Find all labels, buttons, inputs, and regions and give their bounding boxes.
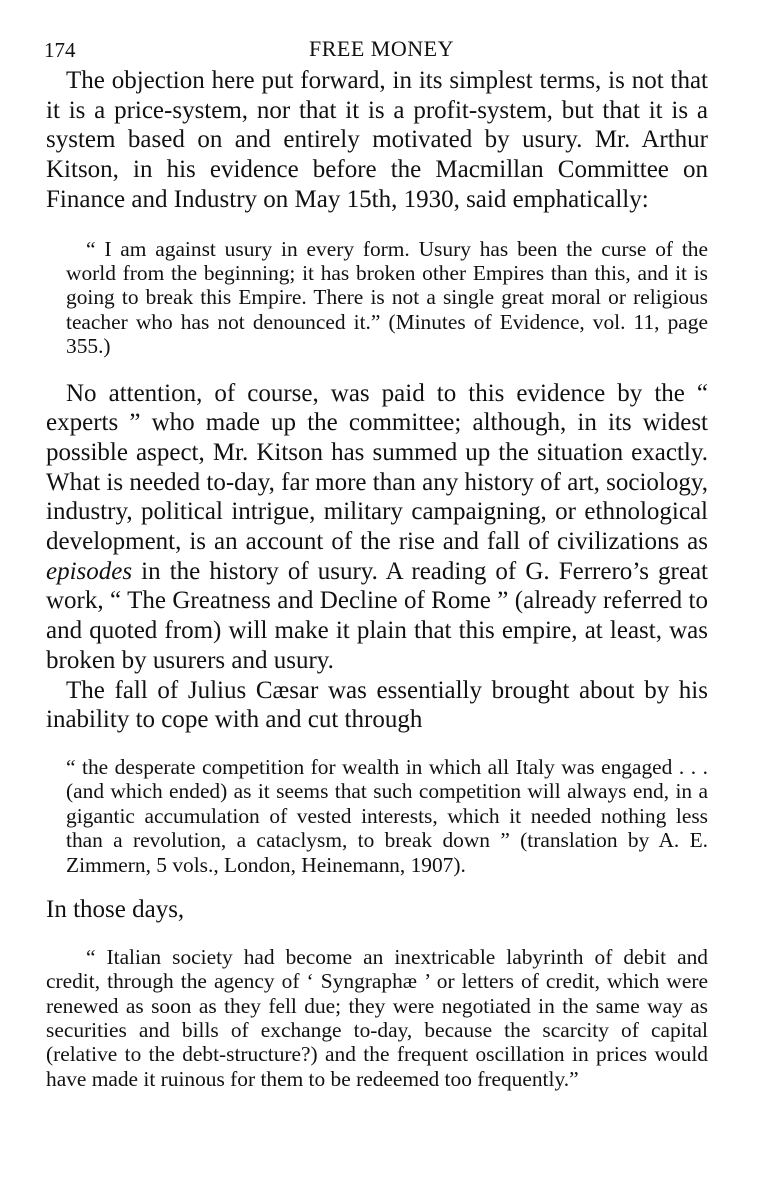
paragraph-usury-objection: The objection here put forward, in its simplest terms, is not that it is a price-system, nor that it is a profit-system, but that it is a system based on and entirely motivated by usury. Mr. Arthur Kitson, in his evidence before the Macmillan Committee on Finance and Industry on May 15th, 1930, said emphatically: — [46, 67, 708, 213]
page-body — [46, 66, 708, 1091]
paragraph-caesar: The fall of Julius Cæsar was essentially brought about by his inability to cope with and cut through — [46, 676, 708, 734]
running-head: FREE MONEY — [309, 36, 454, 61]
block-quote-kitson: “ I am against usury in every form. Usury has been the curse of the world from the beginning; it has broken other Empires than this, and it is going to break this Empire. There is not a single great moral or religious teacher who has not denounced it.” (Minutes of Evidence, vol. 11, page 355.) — [66, 236, 708, 359]
block-quote-italian-society: “ Italian society had become an inextricable labyrinth of debit and credit, through the agency of ‘ Syngraphæ ’ or letters of credit, which were renewed as soon as they fell due; they were negotiated in the same way as securities and bills of exchange to-day, because the scarcity of capital (relative to the debt-structure?) and the frequent oscillation in prices would have made it ruinous for them to be redeemed too frequently.” — [46, 944, 708, 1091]
block-quote-ferrero: “ the desperate competition for wealth in which all Italy was engaged . . . (and which ended) as it seems that such competition will always end, in a gigantic accumulation of vested interests, which it needed nothing less than a revolution, a cataclysm, to break down ” (translation by A. E. Zimmern, 5 vols., London, Heinemann, 1907). — [66, 754, 708, 877]
page-number: 174 — [44, 38, 76, 62]
emphasis-episodes: episodes — [46, 557, 133, 585]
paragraph-experts-text-b: in the history of usury. A reading of G. Ferrero’s great work, “ The Greatness and Decline of Rome ” (already referred to and quoted from) will make it plain that this empire, at least, was broken by usurers and usury. — [46, 557, 708, 674]
page-header — [44, 34, 719, 64]
paragraph-in-those-days: In those days, — [46, 896, 185, 924]
paragraph-experts — [46, 379, 708, 676]
paragraph-experts-text-a: No attention, of course, was paid to this evidence by the “ experts ” who made up the committee; although, in its widest possible aspect, Mr. Kitson has summed up the situation exactly. What is needed to-day, far more than any history of art, sociology, industry, political intrigue, military campaigning, or ethnological development, is an account of the rise and fall of civilizations as — [46, 379, 708, 556]
